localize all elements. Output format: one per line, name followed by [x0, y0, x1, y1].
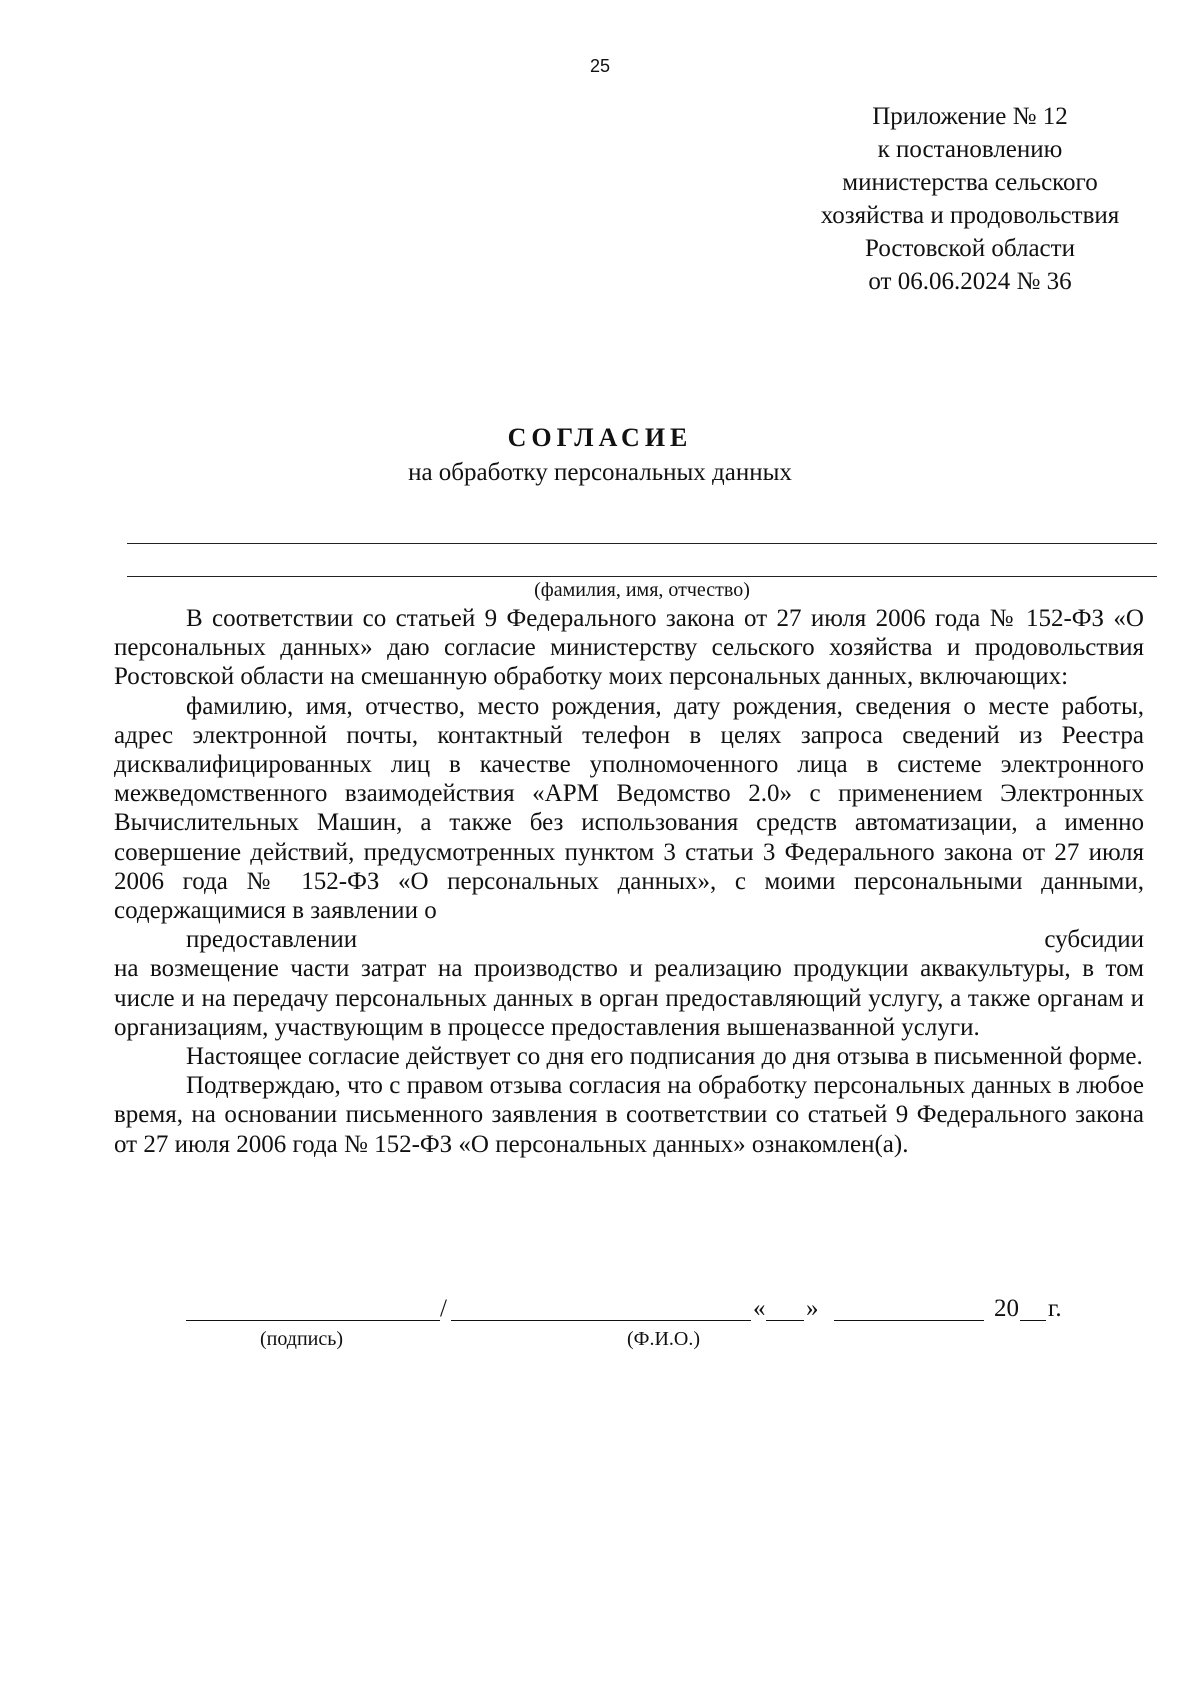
fio-blank-line[interactable] [127, 543, 1157, 544]
appendix-line: хозяйства и продовольствия [820, 202, 1120, 229]
justified-line [114, 925, 1144, 954]
signature-blank[interactable] [186, 1320, 440, 1321]
appendix-line: Приложение № 12 [872, 103, 1068, 130]
consent-body [114, 604, 1144, 1159]
paragraph-text: предоставлении [186, 926, 358, 954]
paragraph-text: субсидии [1044, 926, 1144, 954]
appendix-line: министерства сельского [842, 169, 1098, 196]
paragraph-legal-basis: В соответствии со статьей 9 Федерального закона от 27 июля 2006 года № 152-ФЗ «О персональных данных» даю согласие министерству сельского хозяйства и продовольствия Ростовской области на смешанную обработку моих персональных данных, включающих: [114, 605, 1144, 691]
document-subtitle: на обработку персональных данных [408, 459, 792, 486]
signature-slash: / [440, 1295, 447, 1322]
appendix-line: от 06.06.2024 № 36 [868, 268, 1072, 295]
paragraph-text: на возмещение части затрат на производство и реализацию продукции аквакультуры, в том числе и на передачу персональных данных в орган предоставляющий услугу, а также органам и организациям, участвующим в процессе предоставления вышеназванной услуги. [114, 955, 1144, 1041]
document-title: СОГЛАСИЕ [507, 423, 693, 452]
paragraph-data-list [114, 692, 1144, 1042]
signature-row [186, 1294, 1086, 1324]
date-quote-close: » [806, 1295, 819, 1322]
paragraph-validity: Настоящее согласие действует со дня его подписания до дня отзыва в письменной форме. [186, 1043, 1143, 1071]
fio-signature-caption: (Ф.И.О.) [627, 1328, 701, 1350]
month-blank[interactable] [834, 1320, 984, 1321]
fio-blank[interactable] [451, 1320, 751, 1321]
appendix-line: Ростовской области [865, 235, 1075, 262]
year-suffix: г. [1048, 1295, 1062, 1322]
year-prefix: 20 [994, 1295, 1019, 1322]
page-number: 25 [589, 56, 611, 76]
appendix-line: к постановлению [877, 136, 1063, 163]
paragraph-acknowledgement: Подтверждаю, что с правом отзыва согласия на обработку персональных данных в любое время, на основании письменного заявления в соответствии со статьей 9 Федерального закона от 27 июля 2006 года № 152-ФЗ «О персональных данных» ознакомлен(а). [114, 1072, 1144, 1158]
signature-caption: (подпись) [260, 1328, 344, 1350]
year-blank[interactable] [1020, 1320, 1046, 1321]
day-blank[interactable] [766, 1320, 804, 1321]
date-quote-open: « [753, 1295, 766, 1322]
paragraph-text: фамилию, имя, отчество, место рождения, дату рождения, сведения о месте работы, адрес электронной почты, контактный телефон в целях запроса сведений из Реестра дисквалифицированных лиц в качестве уполномоченного лица в системе электронного межведомственного взаимодействия «АРМ Ведомство 2.0» с применением Электронных Вычислительных Машин, а также без использования средств автоматизации, а именно совершение действий, предусмотренных пунктом 3 статьи 3 Федерального закона от 27 июля 2006 года № 152-ФЗ «О персональных данных», с моими персональными данными, содержащимися в заявлении о [114, 692, 1144, 925]
fio-caption: (фамилия, имя, отчество) [534, 579, 750, 601]
appendix-header [745, 100, 1195, 298]
